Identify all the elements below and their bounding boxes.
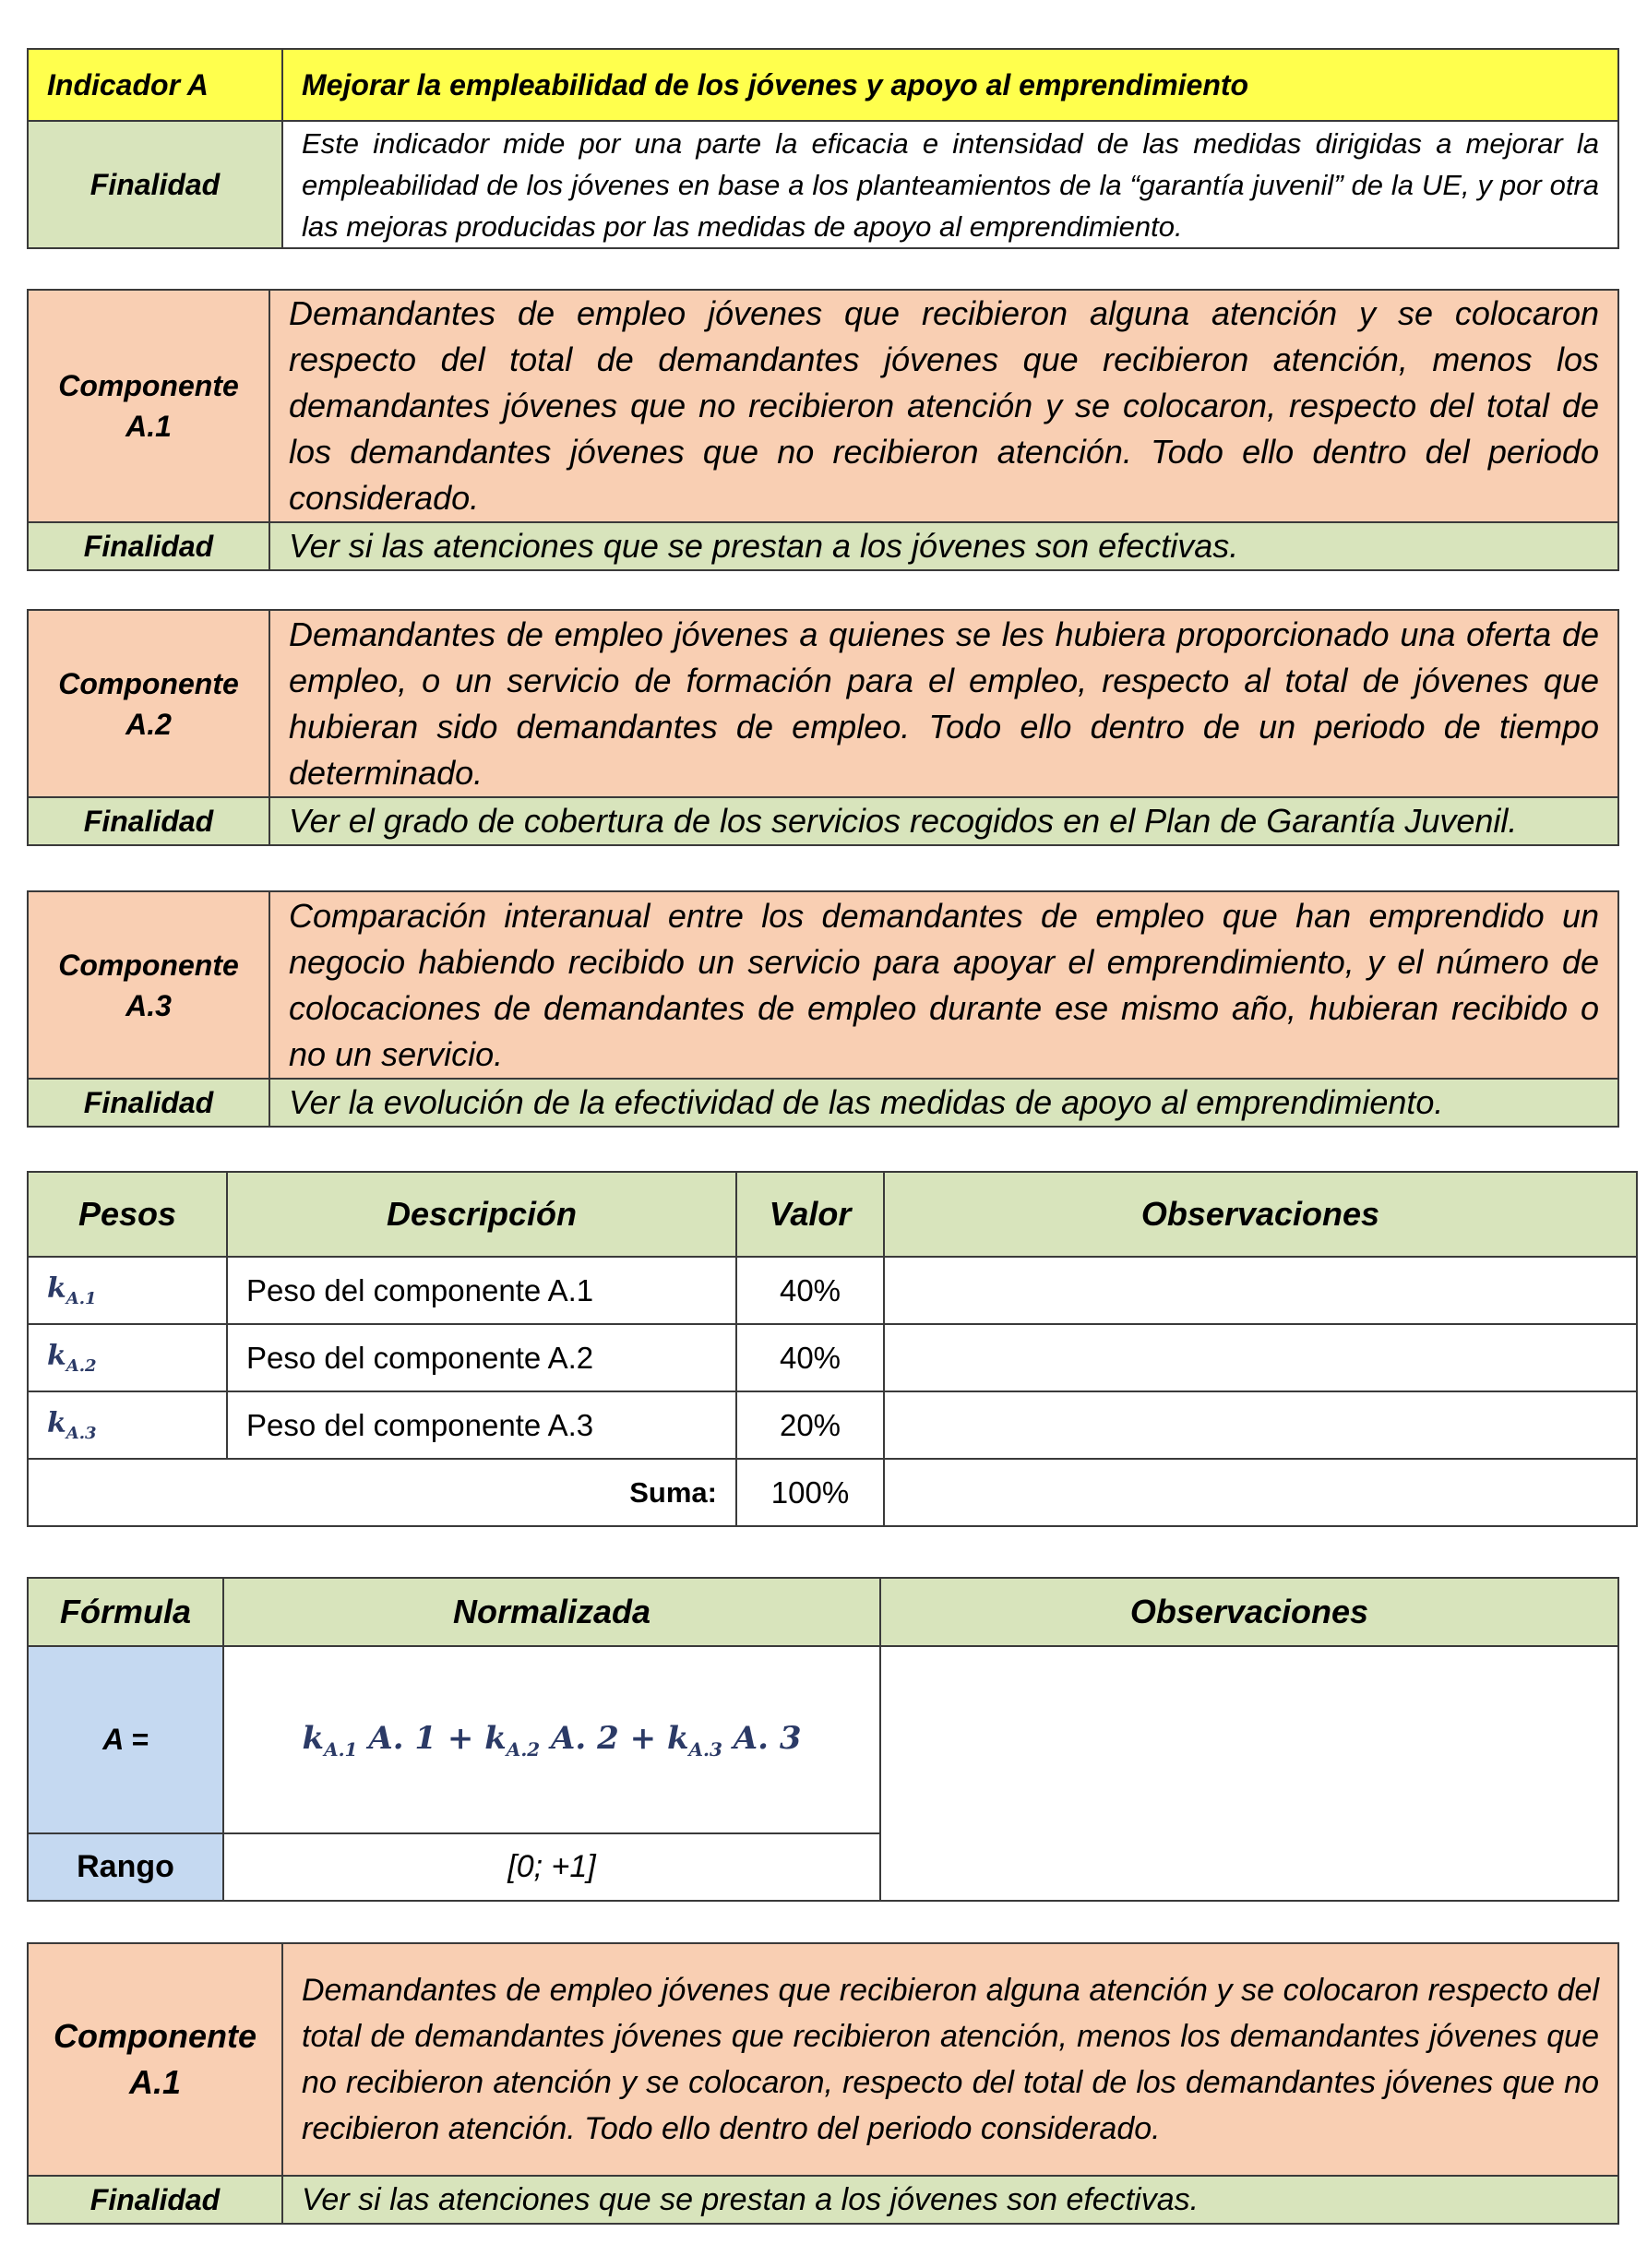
component-purpose: Ver el grado de cobertura de los servicios recogidos en el Plan de Garantía Juvenil. <box>269 797 1618 845</box>
weights-sum-value: 100% <box>736 1459 884 1526</box>
weight-notes <box>884 1391 1637 1459</box>
component-a1-table <box>27 289 1619 571</box>
weight-symbol <box>28 1324 227 1391</box>
weight-description: Peso del componente A.3 <box>227 1391 736 1459</box>
weights-table <box>27 1171 1638 1527</box>
component-description: Demandantes de empleo jóvenes a quienes se les hubiera proporcionado una oferta de empleo, o un servicio de formación para el empleo, respecto al total de jóvenes que hubieran sido demandantes de empleo. Todo ello dentro de un periodo de tiempo determinado. <box>269 610 1618 797</box>
component-description: Demandantes de empleo jóvenes que recibieron alguna atención y se colocaron respecto del total de demandantes jóvenes que recibieron atención, menos los demandantes jóvenes que no recibieron atención y se colocaron, respecto del total de los demandantes jóvenes que no recibieron atención. Todo ello dentro del periodo considerado. <box>282 1943 1618 2176</box>
component-a2-table <box>27 609 1619 846</box>
weight-symbol-sub: A.3 <box>66 1424 97 1443</box>
component-purpose: Ver la evolución de la efectividad de las medidas de apoyo al emprendimiento. <box>269 1079 1618 1127</box>
weight-symbol-k: k <box>47 1340 66 1372</box>
component-purpose-label: Finalidad <box>28 1079 269 1127</box>
component-purpose-label: Finalidad <box>28 797 269 845</box>
weight-value: 40% <box>736 1257 884 1324</box>
component-label: Componente A.1 <box>28 1943 282 2176</box>
component-purpose: Ver si las atenciones que se prestan a los jóvenes son efectivas. <box>269 522 1618 570</box>
weight-notes <box>884 1324 1637 1391</box>
weights-header-value: Valor <box>736 1172 884 1257</box>
weight-symbol <box>28 1257 227 1324</box>
component-description: Demandantes de empleo jóvenes que recibieron alguna atención y se colocaron respecto del total de demandantes jóvenes que recibieron atención, menos los demandantes jóvenes que no recibieron atención y se colocaron, respecto del total de los demandantes jóvenes que no recibieron atención. Todo ello dentro del periodo considerado. <box>269 290 1618 522</box>
formula-table <box>27 1577 1619 1902</box>
weight-description: Peso del componente A.1 <box>227 1257 736 1324</box>
component-label: Componente A.3 <box>28 891 269 1079</box>
formula-term: $k_{A.3}$ A. 3 <box>666 1719 802 1761</box>
component-a3-table <box>27 890 1619 1128</box>
weight-value: 40% <box>736 1324 884 1391</box>
weight-value: 20% <box>736 1391 884 1459</box>
weights-sum-row <box>28 1459 1637 1526</box>
weight-symbol-k: k <box>47 1272 66 1305</box>
component-label: Componente A.1 <box>28 290 269 522</box>
indicator-purpose-label: Finalidad <box>28 121 282 248</box>
weights-header-weights: Pesos <box>28 1172 227 1257</box>
formula-notes <box>880 1646 1618 1901</box>
table-row <box>28 1391 1637 1459</box>
formula-header-normalized: Normalizada <box>223 1578 880 1646</box>
component-purpose-label: Finalidad <box>28 522 269 570</box>
weight-symbol <box>28 1391 227 1459</box>
formula-range-value: [0; +1] <box>223 1833 880 1901</box>
weight-symbol-k: k <box>47 1407 66 1439</box>
formula-header-formula: Fórmula <box>28 1578 223 1646</box>
formula-term: $k_{A.2}$ A. 2 + <box>484 1719 657 1761</box>
component-label: Componente A.2 <box>28 610 269 797</box>
indicator-title: Mejorar la empleabilidad de los jóvenes y apoyo al emprendimiento <box>282 49 1618 121</box>
weight-description: Peso del componente A.2 <box>227 1324 736 1391</box>
formula-header-notes: Observaciones <box>880 1578 1618 1646</box>
weight-symbol-sub: A.2 <box>66 1356 97 1376</box>
formula-lhs: A = <box>28 1646 223 1833</box>
component-a1-repeat-table <box>27 1942 1619 2225</box>
table-row <box>28 1324 1637 1391</box>
table-row <box>28 1257 1637 1324</box>
indicator-table <box>27 48 1619 249</box>
formula-term: $k_{A.1}$ A. 1 + <box>302 1719 474 1761</box>
weights-header-description: Descripción <box>227 1172 736 1257</box>
indicator-purpose-text: Este indicador mide por una parte la eficacia e intensidad de las medidas dirigidas a mejorar la empleabilidad de los jóvenes en base a los planteamientos de la “garantía juvenil” de la UE, y por otra las mejoras producidas por las medidas de apoyo al emprendimiento. <box>282 121 1618 248</box>
weights-header-notes: Observaciones <box>884 1172 1637 1257</box>
weights-sum-notes <box>884 1459 1637 1526</box>
component-purpose-label: Finalidad <box>28 2176 282 2224</box>
indicator-code: Indicador A <box>28 49 282 121</box>
component-purpose: Ver si las atenciones que se prestan a los jóvenes son efectivas. <box>282 2176 1618 2224</box>
weights-sum-label: Suma: <box>28 1459 736 1526</box>
weight-notes <box>884 1257 1637 1324</box>
formula-expression <box>223 1646 880 1833</box>
formula-range-label: Rango <box>28 1833 223 1901</box>
weight-symbol-sub: A.1 <box>66 1289 97 1308</box>
component-description: Comparación interanual entre los demandantes de empleo que han emprendido un negocio habiendo recibido un servicio para apoyar el emprendimiento, y el número de colocaciones de demandantes de empleo durante ese mismo año, hubieran recibido o no un servicio. <box>269 891 1618 1079</box>
